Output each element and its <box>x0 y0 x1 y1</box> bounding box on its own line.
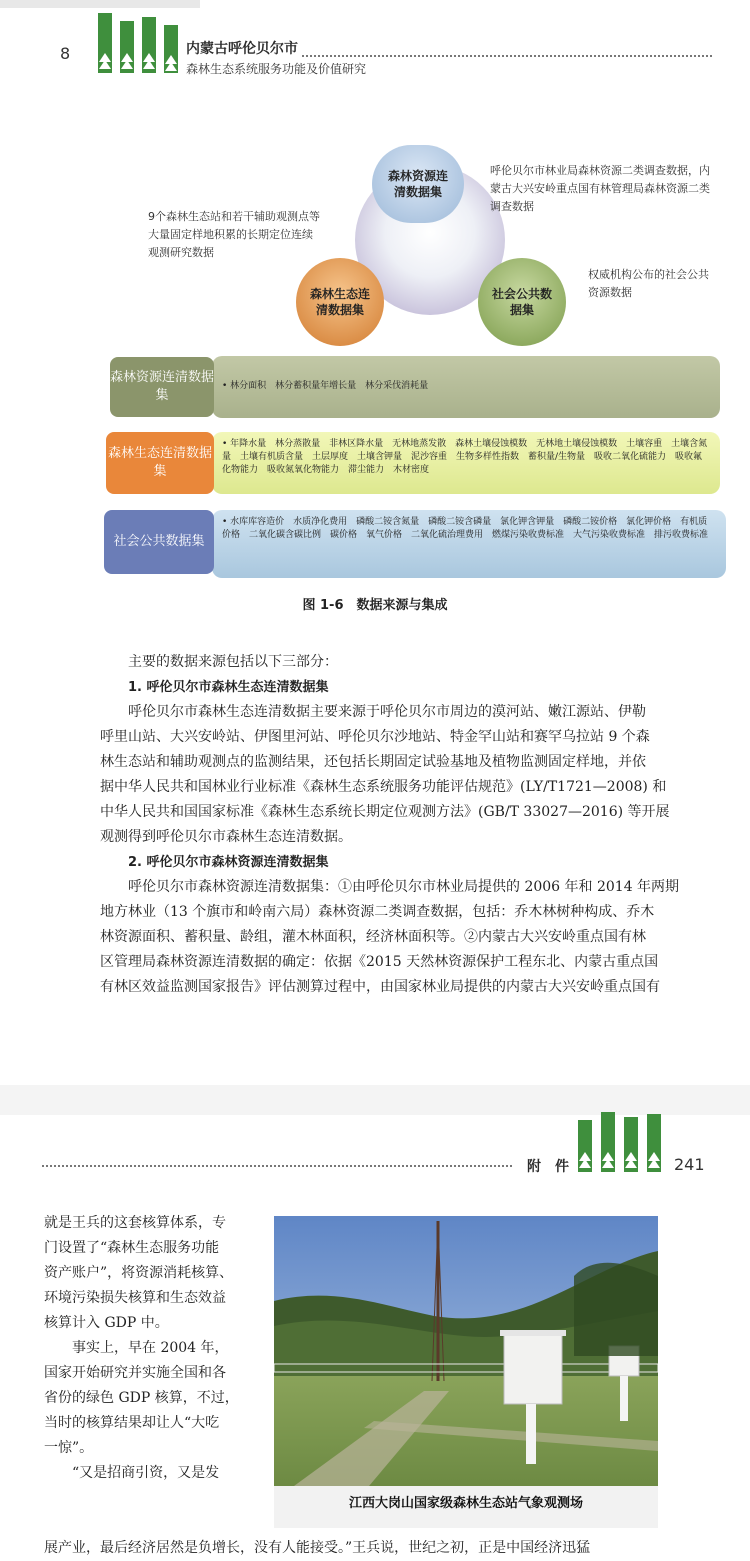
header-title: 内蒙古呼伦贝尔市 <box>186 41 298 57</box>
section1-line: 观测得到呼伦贝尔市森林生态连清数据。 <box>100 829 352 845</box>
text-line: 核算计入 GDP 中。 <box>44 1315 169 1331</box>
intro-paragraph: 主要的数据来源包括以下三部分： <box>128 654 338 670</box>
section2-title: 2. 呼伦贝尔市森林资源连清数据集 <box>128 855 329 870</box>
section2-line: 有林区效益监测国家报告》评估测算过程中，由国家林业局提供的内蒙古大兴安岭重点国有 <box>100 979 660 995</box>
page-number: 241 <box>674 1155 705 1174</box>
text-line: 省份的绿色 GDP 核算，不过， <box>44 1390 239 1406</box>
circle-social-public: 社会公共数据集 <box>478 258 566 346</box>
figure-caption: 图 1-6 数据来源与集成 <box>302 598 448 613</box>
text-line: “又是招商引资，又是发 <box>72 1465 220 1481</box>
left-column-text <box>44 1211 264 1486</box>
text-line: 就是王兵的这套核算体系，专 <box>44 1215 226 1231</box>
note-forest-ecology: 9个森林生态站和若干辅助观测点等大量固定样地积累的长期定位连续观测研究数据 <box>148 210 320 259</box>
text-line: 国家开始研究并实施全国和各 <box>44 1365 226 1381</box>
row-social-public-content: • 水库库容造价 水质净化费用 磷酸二铵含氮量 磷酸二铵含磷量 氯化钾含钾量 磷酸二铵价格 氯化钾价格 有机质价格 二氧化碳含碳比例 碳价格 氧气价格 二氧化硫治理费用 燃煤污染收费标准 大气污染收费标准 排污收费标准 <box>212 510 726 578</box>
note-forest-resource: 呼伦贝尔市林业局森林资源二类调查数据，内蒙古大兴安岭重点国有林管理局森林资源二类调查数据 <box>490 164 710 213</box>
row-forest-resource-label: 森林资源连清数据集 <box>110 357 214 417</box>
note-social-public: 权威机构公布的社会公共资源数据 <box>588 268 709 299</box>
section1-title: 1. 呼伦贝尔市森林生态连清数据集 <box>128 680 329 695</box>
photo-frame <box>274 1216 658 1528</box>
header-rule <box>42 1165 512 1167</box>
section2-line: 林资源面积、蓄积量、龄组，灌木林面积，经济林面积等。②内蒙古大兴安岭重点国有林 <box>100 929 646 945</box>
row-forest-ecology-content: • 年降水量 林分蒸散量 非林区降水量 无林地蒸发散 森林土壤侵蚀模数 无林地土壤侵蚀模数 土壤容重 土壤含氮量 土壤有机质含量 土层厚度 土壤含钾量 泥沙容重 生物多样性指数 蓄积量/生物量 吸收二氧化硫能力 吸收氟化物能力 吸收氮氧化物能力 滞尘能力 木材密度 <box>212 432 720 494</box>
section1-line: 据中华人民共和国林业行业标准《森林生态系统服务功能评估规范》(LY/T1721—2008) 和 <box>100 779 667 795</box>
text-line: 事实上，早在 2004 年， <box>72 1340 229 1356</box>
header-subtitle: 森林生态系统服务功能及价值研究 <box>186 62 367 76</box>
section1-line: 中华人民共和国国家标准《森林生态系统长期定位观测方法》(GB/T 33027—2016) 等开展 <box>100 804 670 820</box>
page-number: 8 <box>60 44 71 63</box>
text-line: 环境污染损失核算和生态效益 <box>44 1290 226 1306</box>
forest-logo <box>578 1112 662 1172</box>
row-social-public-label: 社会公共数据集 <box>104 510 214 574</box>
text-line: 一惊”。 <box>44 1440 94 1456</box>
row-forest-resource-content: • 林分面积 林分蓄积量年增长量 林分采伐消耗量 <box>212 356 720 418</box>
section2-line: 呼伦贝尔市森林资源连清数据集：①由呼伦贝尔市林业局提供的 2006 年和 2014 年两期 <box>128 879 680 895</box>
text-line: 资产账户”，将资源消耗核算、 <box>44 1265 234 1281</box>
top-scan-edge <box>0 0 200 8</box>
section2-line: 地方林业（13 个旗市和岭南六局）森林资源二类调查数据，包括：乔木林树种构成、乔木 <box>100 904 655 920</box>
page-gap <box>0 1085 750 1115</box>
section1-line: 呼伦贝尔市森林生态连清数据主要来源于呼伦贝尔市周边的漠河站、嫩江源站、伊勒 <box>128 704 646 720</box>
forest-logo <box>98 13 178 73</box>
text-line: 当时的核算结果却让人“大吃 <box>44 1415 220 1431</box>
section1-line: 呼里山站、大兴安岭站、伊图里河站、呼伦贝尔沙地站、特金罕山站和赛罕乌拉站 9 个森 <box>100 729 650 745</box>
row-forest-ecology-label: 森林生态连清数据集 <box>106 432 214 494</box>
text-line: 门设置了“森林生态服务功能 <box>44 1240 220 1256</box>
circle-forest-resource: 森林资源连清数据集 <box>372 145 464 223</box>
section2-line: 区管理局森林资源连清数据的确定：依据《2015 天然林资源保护工程东北、内蒙古重点国 <box>100 954 659 970</box>
circle-forest-ecology: 森林生态连清数据集 <box>296 258 384 346</box>
header-rule <box>302 55 712 57</box>
bottom-text-line: 展产业，最后经济居然是负增长，没有人能接受。”王兵说，世纪之初，正是中国经济迅猛 <box>44 1540 591 1556</box>
photo-caption: 江西大岗山国家级森林生态站气象观测场 <box>348 1496 583 1511</box>
body-text <box>100 650 720 1000</box>
header-label: 附 件 <box>527 1159 569 1175</box>
section1-line: 林生态站和辅助观测点的监测结果，还包括长期固定试验基地及植物监测固定样地，并依 <box>100 754 646 770</box>
page-241 <box>0 1115 750 1556</box>
weather-station-photo <box>274 1216 658 1486</box>
